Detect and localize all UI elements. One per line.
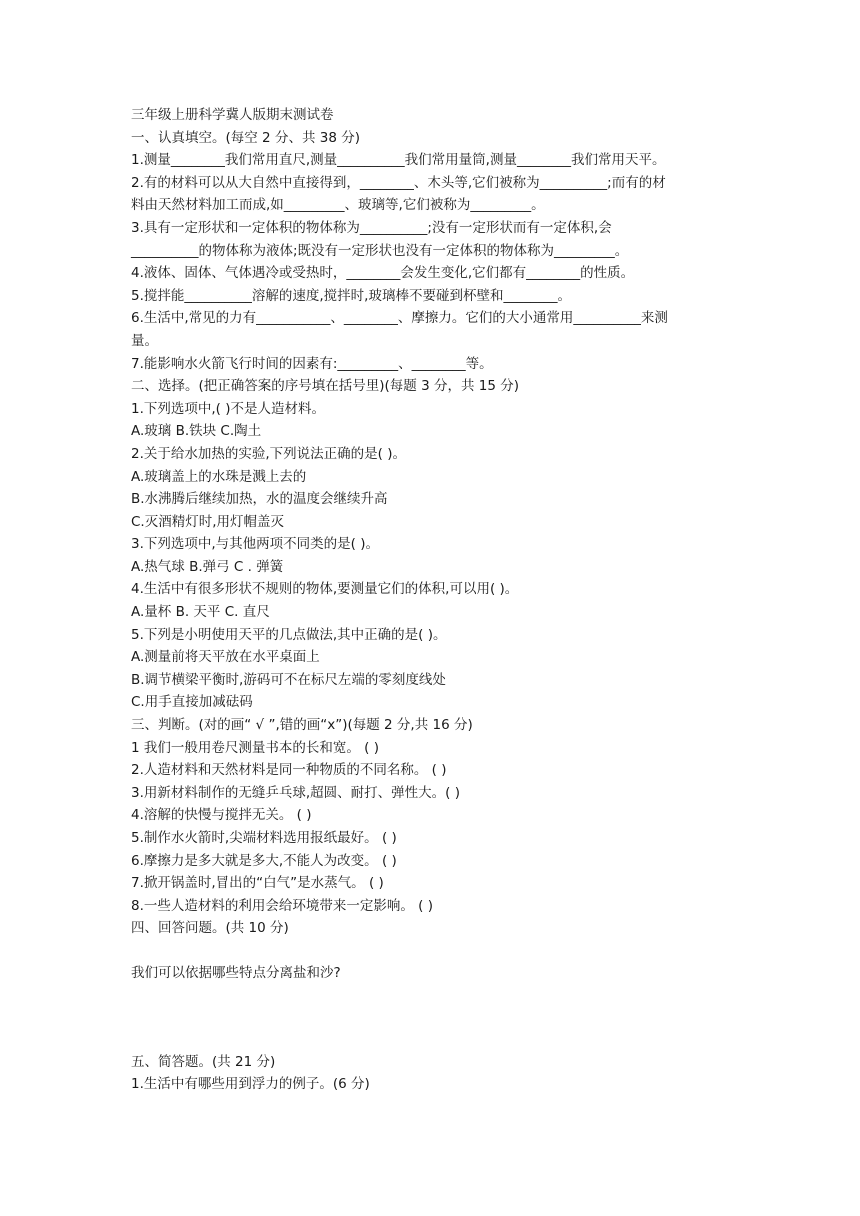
question-line: 1.下列选项中,( )不是人造材料。 (131, 400, 325, 417)
question-line: 量。 (131, 332, 158, 349)
question-line: 1.测量________我们常用直尺,测量__________我们常用量筒,测量________我们常用天平。 (131, 152, 666, 169)
question-line: 1.生活中有哪些用到浮力的例子。(6 分) (131, 1076, 370, 1093)
option-line: B.水沸腾后继续加热，水的温度会继续升高 (131, 491, 388, 508)
judgment-line: 8.一些人造材料的利用会给环境带来一定影响。 ( ) (131, 897, 433, 914)
option-line: A.玻璃 B.铁块 C.陶土 (131, 423, 262, 440)
section-heading: 三、判断。(对的画“ √ ”,错的画“x”)(每题 2 分,共 16 分) (131, 717, 473, 734)
judgment-line: 2.人造材料和天然材料是同一种物质的不同名称。 ( ) (131, 762, 447, 779)
blank-space (131, 940, 731, 962)
question-line: 7.能影响水火箭飞行时间的因素有:_________、________等。 (131, 355, 493, 372)
option-line: A.量杯 B. 天平 C. 直尺 (131, 604, 270, 621)
judgment-line: 1 我们一般用卷尺测量书本的长和宽。 ( ) (131, 739, 379, 756)
option-line: C.用手直接加减砝码 (131, 694, 253, 711)
question-line: 4.生活中有很多形状不规则的物体,要测量它们的体积,可以用( )。 (131, 581, 519, 598)
option-line: C.灭酒精灯时,用灯帽盖灭 (131, 513, 285, 530)
section-heading: 四、回答问题。(共 10 分) (131, 920, 289, 937)
question-line: 5.搅拌能__________溶解的速度,搅拌时,玻璃棒不要碰到杯壁和________。 (131, 287, 571, 304)
judgment-line: 7.掀开锅盖时,冒出的“白气”是水蒸气。 ( ) (131, 875, 384, 892)
option-line: A.玻璃盖上的水珠是溅上去的 (131, 468, 307, 485)
exam-content (131, 104, 731, 1096)
question-line: 3.具有一定形状和一定体积的物体称为__________;没有一定形状而有一定体积,会 (131, 219, 612, 236)
judgment-line: 6.摩擦力是多大就是多大,不能人为改变。 ( ) (131, 852, 397, 869)
section-heading: 二、选择。(把正确答案的序号填在括号里)(每题 3 分，共 15 分) (131, 378, 519, 395)
question-line: __________的物体称为液体;既没有一定形状也没有一定体积的物体称为_________。 (131, 242, 629, 259)
judgment-line: 5.制作水火箭时,尖端材料选用报纸最好。 ( ) (131, 830, 397, 846)
option-line: A.热气球 B.弹弓 C . 弹簧 (131, 558, 284, 575)
question-line: 2.有的材料可以从大自然中直接得到，________、木头等,它们被称为__________;而有的材 (131, 174, 666, 191)
question-line: 2.关于给水加热的实验,下列说法正确的是( )。 (131, 445, 406, 462)
judgment-line: 4.溶解的快慢与搅拌无关。 ( ) (131, 807, 312, 824)
question-line: 3.下列选项中,与其他两项不同类的是( )。 (131, 536, 379, 553)
exam-title: 三年级上册科学冀人版期末测试卷 (131, 107, 334, 123)
section-heading: 一、认真填空。(每空 2 分、共 38 分) (131, 129, 360, 146)
option-line: A.测量前将天平放在水平桌面上 (131, 649, 320, 666)
question-line: 我们可以依据哪些特点分离盐和沙? (131, 964, 341, 981)
section-heading: 五、简答题。(共 21 分) (131, 1053, 276, 1070)
judgment-line: 3.用新材料制作的无缝乒乓球,超圆、耐打、弹性大。( ) (131, 784, 460, 801)
question-line: 5.下列是小明使用天平的几点做法,其中正确的是( )。 (131, 626, 447, 643)
answer-space (131, 985, 731, 1051)
question-line: 料由天然材料加工而成,如_________、玻璃等,它们被称为_________。 (131, 197, 545, 214)
question-line: 6.生活中,常见的力有___________、________、摩擦力。它们的大小通常用__________来测 (131, 310, 668, 327)
question-line: 4.液体、固体、气体遇冷或受热时，________会发生变化,它们都有________的性质。 (131, 265, 635, 282)
option-line: B.调节横梁平衡时,游码可不在标尺左端的零刻度线处 (131, 671, 446, 688)
